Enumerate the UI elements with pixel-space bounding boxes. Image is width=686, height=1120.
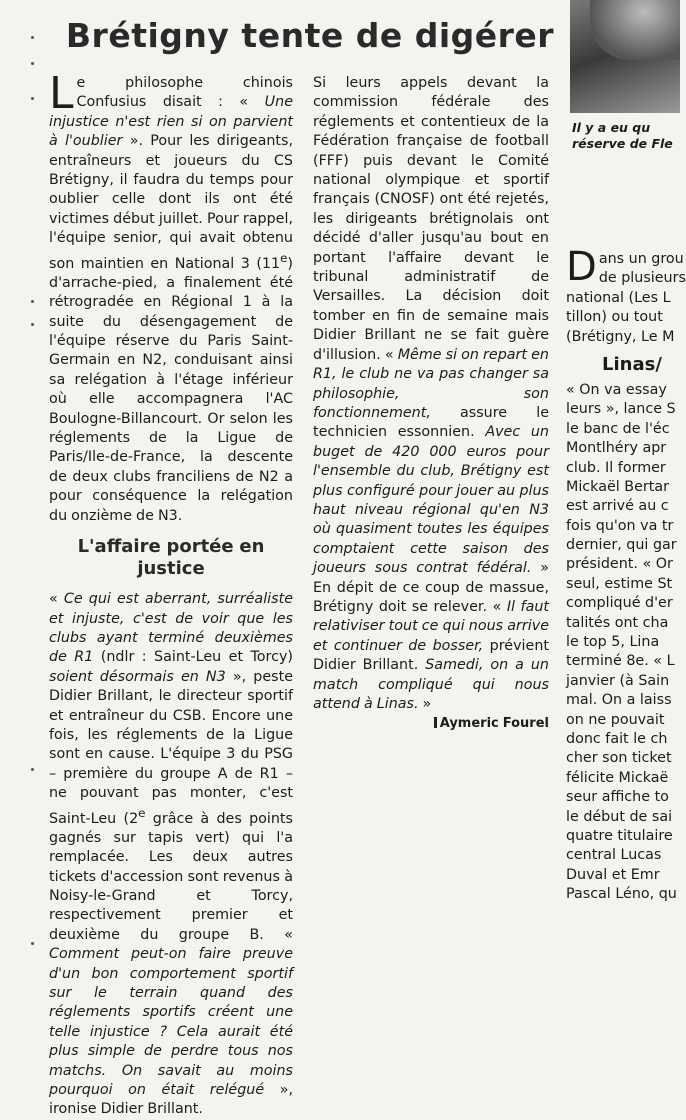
text-run: », peste Didier Brillant, le directeur sportif et entraîneur du CSB. Encore une fois, les réglements de la Ligue sont en cause. L'équipe 3 du PSG – première du groupe A de R1 – ne pouvant pas monter, c'est Saint-Leu (2 xyxy=(49,668,294,827)
text-line: de plusieurs xyxy=(598,270,686,287)
next-article-subhead: Linas/ xyxy=(602,353,662,375)
text-run: » En dépit de ce coup de massue, Brétigny doit se relever. « xyxy=(313,560,549,615)
text-line: le banc de l'éc xyxy=(566,420,670,437)
text-line: est arrivé au c xyxy=(566,498,669,515)
text-line: ans un grou xyxy=(598,251,684,267)
text-line: « On va essay xyxy=(566,381,667,398)
text-line: national (Les L xyxy=(566,289,671,306)
next-article-column xyxy=(566,244,686,905)
text-line: terminé 8e. « L xyxy=(566,653,675,670)
text-line: président. « Or xyxy=(566,556,673,573)
quote-run: Une injustice n'est rien si on parvient à l'oublier xyxy=(49,94,293,150)
text-line: félicite Mickaë xyxy=(566,769,669,786)
text-line: seul, estime St xyxy=(566,575,673,592)
text-run: ) d'arrache-pied, a finalement été rétrogradée en Régional 1 à la suite du désengagement de l'équipe réserve du Paris Saint-Germain en N2, conduisant ainsi sa relégation à l'étage inférieur où elle accompagnera l'AC Boulogne-Billancourt. Or selon les réglements de la Ligue de Paris/Ile-de-France, la descente de deux clubs franciliens de N2 a pour conséquence la relégation du onzième de N3. xyxy=(49,255,293,524)
paragraph-3 xyxy=(313,74,549,714)
text-run: assure le technicien essonnien. xyxy=(313,404,549,441)
text-run: » xyxy=(418,696,432,712)
text-line: club. Il former xyxy=(566,459,666,476)
text-line: le début de sai xyxy=(566,808,673,825)
quote-run: Il faut relativiser tout ce qui nous arrive et continuer de bosser, xyxy=(313,598,549,654)
dropcap: D xyxy=(566,244,597,290)
text-line: on ne pouvait xyxy=(566,711,665,728)
article-column-2 xyxy=(313,74,549,734)
text-line: Pascal Léno, qu xyxy=(566,886,677,903)
photo-jersey xyxy=(590,0,680,60)
text-line: quatre titulaire xyxy=(566,827,673,844)
quote-run: Même si on repart en R1, le club ne va pas changer sa philosophie, son fonctionnement, xyxy=(313,346,549,421)
text-line: Montlhéry apr xyxy=(566,440,667,457)
margin-dot xyxy=(31,36,34,39)
text-run: prévient Didier Brillant. xyxy=(313,637,549,674)
text-run: Si leurs appels devant la commission fédérale des réglements et contentieux de la Fédération française de football (FFF) puis devant le Comité national olympique et sportif français (CNOSF) ont été rejetés, les dirigeants brétignolais ont décidé d'aller jusqu'au bout en portant l'affaire devant le tribunal administratif de Versailles. La décision doit tomber en fin de semaine mais Didier Brillant ne se fait guère d'illusion. « xyxy=(313,75,549,363)
caption-line: réserve de Fle xyxy=(572,136,673,151)
quote-run: Avec un buget de 420 000 euros pour l'ensemble du club, Brétigny est plus configuré pour jouer au plus haut niveau régional qu'en N3 où quasiment toutes les équipes comptaient cette saison des joueurs sous contrat fédéral. xyxy=(313,424,549,577)
text-line: Mickaël Bertar xyxy=(566,478,669,495)
margin-dot xyxy=(31,300,34,303)
superscript: e xyxy=(138,805,146,820)
byline xyxy=(313,714,549,733)
margin-dot xyxy=(31,768,34,771)
text-run: « xyxy=(49,591,64,608)
text-line: (Brétigny, Le M xyxy=(566,328,675,345)
caption-line: Il y a eu qu xyxy=(572,120,651,135)
byline-author: Aymeric Fourel xyxy=(439,716,549,732)
text-line: donc fait le ch xyxy=(566,730,668,747)
quote-run: Comment peut-on faire preuve d'un bon comportement sportif sur le terrain quand des réglements sportifs créent une telle injustice ? Cela aurait été plus simple de perdre tous nos matchs. On savait au moins pourquoi on était relégué xyxy=(49,946,293,1099)
photo-caption xyxy=(572,120,676,152)
text-line: cher son ticket xyxy=(566,750,672,767)
text-run: », ironise Didier Brillant. xyxy=(49,1082,293,1118)
paragraph-intro xyxy=(49,68,293,526)
text-run: (ndlr : Saint-Leu et Torcy) xyxy=(93,649,293,666)
text-line: tillon) ou tout xyxy=(566,309,663,326)
margin-dot xyxy=(31,323,34,326)
quote-run: Samedi, on a un match compliqué qui nous attend à Linas. xyxy=(313,657,549,712)
text-run: e philosophe chinois Confusius disait : « xyxy=(76,75,293,111)
dropcap: L xyxy=(49,68,74,119)
text-run: grâce à des points gagnés sur tapis vert) qui l'a remplacée. Les deux autres tickets d'accession sont revenus à Noisy-le-Grand et Torcy, respectivement premier et deuxième du groupe B. « xyxy=(49,810,293,943)
player-photo xyxy=(570,0,680,113)
text-line: central Lucas xyxy=(566,847,662,864)
margin-dot xyxy=(31,97,34,100)
text-line: dernier, qui gar xyxy=(566,537,677,554)
quote-run: Ce qui est aberrant, surréaliste et injuste, c'est de voir que les clubs ayant terminé deuxièmes de R1 xyxy=(49,591,293,666)
margin-dot xyxy=(31,62,34,65)
article-headline: Brétigny tente de digérer xyxy=(65,16,555,55)
quote-run: soient désormais en N3 xyxy=(49,668,226,685)
paragraph-2 xyxy=(49,590,293,1120)
margin-dot xyxy=(31,942,34,945)
text-line: seur affiche to xyxy=(566,789,669,806)
text-line: fois qu'on va tr xyxy=(566,517,674,534)
superscript: e xyxy=(280,250,288,265)
text-run: ». Pour les dirigeants, entraîneurs et joueurs du CS Brétigny, il faudra du temps pour oublier celle dont ils ont été victimes début juillet. Pour rappel, l'équipe senior, qui avait obtenu son maintien en National 3 (11 xyxy=(49,133,293,272)
text-line: Duval et Emr xyxy=(566,866,660,883)
section-subhead: L'affaire portée en justice xyxy=(77,536,265,580)
text-line: janvier (à Sain xyxy=(566,672,670,689)
text-line: leurs », lance S xyxy=(566,401,676,418)
text-line: mal. On a laiss xyxy=(566,692,672,709)
next-article-body xyxy=(566,381,676,905)
article-column-1 xyxy=(49,68,294,1120)
text-line: compliqué d'er xyxy=(566,595,673,612)
byline-bar xyxy=(434,717,437,728)
text-line: talités ont cha xyxy=(566,614,669,631)
text-line: le top 5, Lina xyxy=(566,634,660,651)
